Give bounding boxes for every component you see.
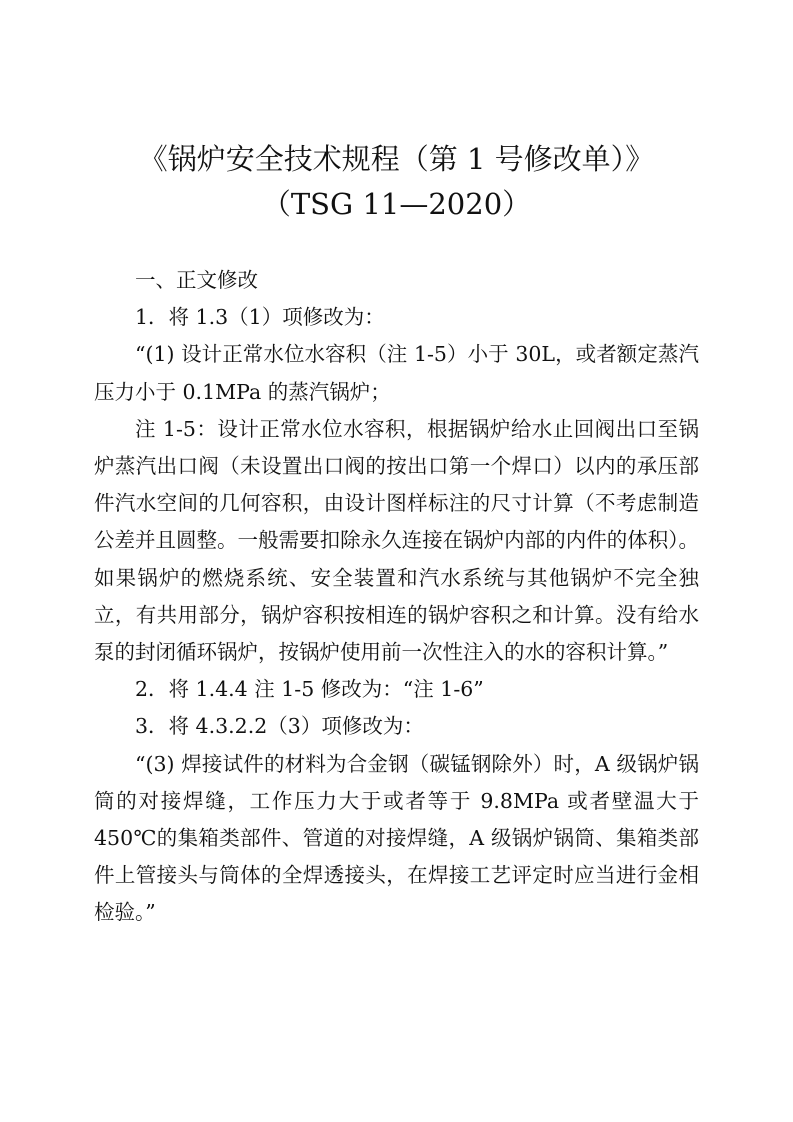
document-subtitle: （TSG 11—2020） [261,187,532,221]
document-body [94,262,699,932]
item-2: 2．将 1.4.4 注 1-5 修改为：“注 1-6” [135,677,484,702]
item-1-clause: “(1) 设计正常水位水容积（注 1-5）小于 30L，或者额定蒸汽压力小于 0.1MPa 的蒸汽锅炉； [94,342,699,404]
item-3-clause: “(3) 焊接试件的材料为合金钢（碳锰钢除外）时，A 级锅炉锅筒的对接焊缝，工作压力大于或者等于 9.8MPa 或者壁温大于 450℃的集箱类部件、管道的对接焊缝，A 级锅炉锅筒、集箱类部件上管接头与筒体的全焊透接头，在焊接工艺评定时应当进行金相检验。” [94,751,699,925]
item-1-note: 注 1-5：设计正常水位水容积，根据锅炉给水止回阀出口至锅炉蒸汽出口阀（未设置出口阀的按出口第一个焊口）以内的承压部件汽水空间的几何容积，由设计图样标注的尺寸计算（不考虑制造公差并且圆整。一般需要扣除永久连接在锅炉内部的内件的体积）。如果锅炉的燃烧系统、安全装置和汽水系统与其他锅炉不完全独立，有共用部分，锅炉容积按相连的锅炉容积之和计算。没有给水泵的封闭循环锅炉，按锅炉使用前一次性注入的水的容积计算。” [94,416,699,665]
item-3-intro: 3．将 4.3.2.2（3）项修改为： [135,714,424,739]
item-1-intro: 1．将 1.3（1）项修改为： [135,305,385,330]
section-heading: 一、正文修改 [135,268,258,292]
document-title: 《锅炉安全技术规程（第 1 号修改单）》 [138,142,655,176]
